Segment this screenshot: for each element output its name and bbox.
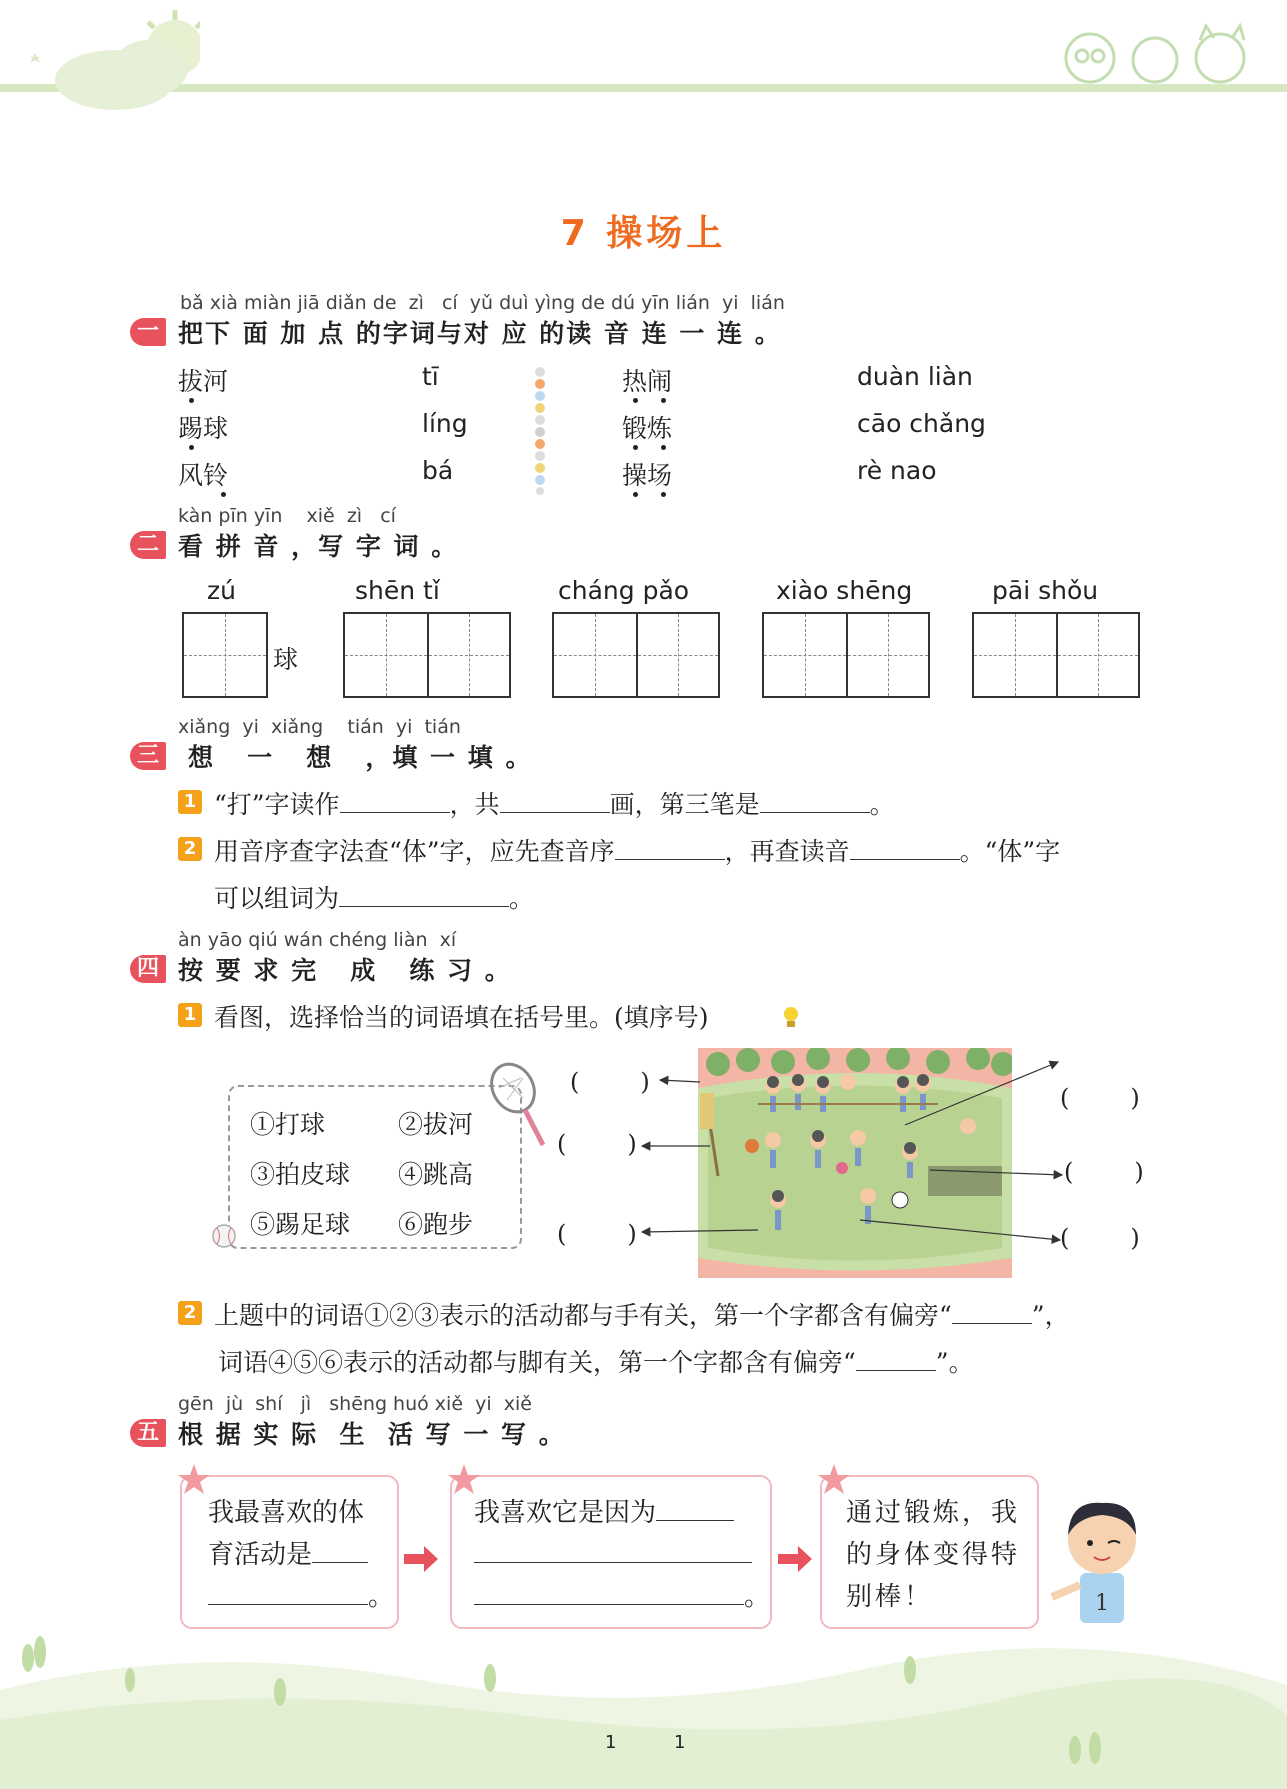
pinyin-ti: tī bbox=[422, 362, 439, 391]
tennis-racket-icon bbox=[485, 1060, 545, 1150]
s2-suffix-char: 球 bbox=[273, 645, 299, 674]
option-6: ⑥跑步 bbox=[398, 1210, 474, 1239]
page-number-right: 1 bbox=[674, 1732, 686, 1753]
answer-blank[interactable] bbox=[474, 1540, 752, 1563]
boy-cartoon bbox=[1050, 1495, 1150, 1625]
option-2: ②拔河 bbox=[398, 1110, 474, 1139]
writing-grid[interactable] bbox=[182, 612, 268, 698]
s3-q2-cont: 可以组词为 。 bbox=[214, 884, 535, 913]
s2-item-pinyin: xiào shēng bbox=[776, 576, 913, 605]
s4-instruction: 按 要 求 完 成 练 习 。 bbox=[178, 956, 512, 985]
s2-item-pinyin: cháng pǎo bbox=[558, 576, 690, 605]
writing-grid[interactable] bbox=[762, 612, 930, 698]
s2-item-pinyin: shēn tǐ bbox=[355, 576, 440, 605]
question-number: 2 bbox=[178, 1301, 202, 1325]
section-badge-4: 四 bbox=[130, 955, 166, 983]
emphasis-dot bbox=[661, 398, 666, 403]
section-badge-5: 五 bbox=[130, 1419, 166, 1447]
animal-faces-decoration bbox=[1060, 20, 1250, 85]
answer-blank[interactable] bbox=[850, 837, 960, 860]
emphasis-dot bbox=[661, 445, 666, 450]
answer-paren[interactable]: ( ) bbox=[570, 1068, 650, 1096]
s4-q1: 看图，选择恰当的词语填在括号里。(填序号) bbox=[214, 1003, 709, 1032]
section-badge-1: 一 bbox=[130, 318, 166, 346]
answer-blank[interactable] bbox=[208, 1582, 368, 1605]
s5-instruction: 根 据 实 际 生 活 写 一 写 。 bbox=[178, 1420, 566, 1449]
star-icon bbox=[176, 1462, 212, 1498]
s1-pinyin: bǎ xià miàn jiā diǎn de zì cí yǔ duì yìng de dú yīn lián yi lián bbox=[180, 292, 785, 314]
card1-text: 我最喜欢的体 育活动是 。 bbox=[208, 1498, 395, 1612]
answer-paren[interactable]: ( ) bbox=[1060, 1084, 1140, 1112]
pinyin-caochang: cāo chǎng bbox=[857, 409, 986, 438]
s4-q2: 上题中的词语①②③表示的活动都与手有关，第一个字都含有偏旁“ ”， bbox=[214, 1301, 1070, 1330]
pinyin-duanlian: duàn liàn bbox=[857, 362, 973, 391]
word-duanlian: 锻炼 bbox=[622, 414, 673, 443]
word-bahe: 拔河 bbox=[178, 367, 229, 396]
writing-grid[interactable] bbox=[552, 612, 720, 698]
emphasis-dot bbox=[633, 492, 638, 497]
answer-blank[interactable] bbox=[656, 1498, 734, 1521]
answer-paren[interactable]: ( ) bbox=[557, 1130, 637, 1158]
s2-pinyin: kàn pīn yīn xiě zì cí bbox=[178, 505, 396, 527]
s4-pinyin: àn yāo qiú wán chéng liàn xí bbox=[178, 929, 457, 951]
option-3: ③拍皮球 bbox=[250, 1160, 351, 1189]
s3-pinyin: xiǎng yi xiǎng tián yi tián bbox=[178, 716, 461, 738]
answer-paren[interactable]: ( ) bbox=[1064, 1158, 1144, 1186]
landscape-decoration bbox=[0, 1630, 1287, 1789]
question-number: 2 bbox=[178, 837, 202, 861]
emphasis-dot bbox=[661, 492, 666, 497]
answer-paren[interactable]: ( ) bbox=[557, 1220, 637, 1248]
writing-grid[interactable] bbox=[343, 612, 511, 698]
option-5: ⑤踢足球 bbox=[250, 1210, 351, 1239]
s3-q1: “打”字读作 ，共 画，第三笔是 。 bbox=[214, 790, 895, 819]
emphasis-dot bbox=[189, 398, 194, 403]
emphasis-dot bbox=[221, 492, 226, 497]
answer-blank[interactable] bbox=[760, 790, 870, 813]
word-fengling: 风铃 bbox=[178, 461, 229, 490]
answer-blank[interactable] bbox=[615, 837, 725, 860]
s4-q2-cont: 词语④⑤⑥表示的活动都与脚有关，第一个字都含有偏旁“ ”。 bbox=[218, 1348, 974, 1377]
answer-blank[interactable] bbox=[340, 790, 450, 813]
answer-blank[interactable] bbox=[474, 1582, 744, 1605]
pinyin-renao: rè nao bbox=[857, 456, 937, 485]
baseball-icon bbox=[210, 1222, 238, 1250]
ball-divider-decoration bbox=[530, 364, 550, 496]
lightbulb-icon bbox=[780, 1004, 802, 1030]
s2-instruction: 看 拼 音 ，写 字 词 。 bbox=[178, 532, 459, 561]
emphasis-dot bbox=[633, 445, 638, 450]
emphasis-dot bbox=[189, 445, 194, 450]
question-number: 1 bbox=[178, 1003, 202, 1027]
option-4: ④跳高 bbox=[398, 1160, 474, 1189]
s1-instruction: 把下 面 加 点 的字词与对 应 的读 音 连 一 连 。 bbox=[178, 319, 782, 348]
answer-blank[interactable] bbox=[856, 1348, 936, 1371]
word-caochang: 操场 bbox=[622, 461, 673, 490]
answer-blank[interactable] bbox=[339, 884, 509, 907]
s2-item-pinyin: pāi shǒu bbox=[992, 576, 1099, 605]
s2-item-pinyin: zú bbox=[207, 576, 236, 605]
option-1: ①打球 bbox=[250, 1110, 326, 1139]
section-badge-2: 二 bbox=[130, 531, 166, 559]
page-title: 7 操场上 bbox=[560, 213, 727, 254]
pinyin-ling: líng bbox=[422, 409, 468, 438]
s3-instruction: 想 一 想 ，填 一 填 。 bbox=[188, 743, 533, 772]
card3-text: 通过锻炼，我 的身体变得特 别棒！ bbox=[846, 1498, 1021, 1612]
page-number-left: 1 bbox=[605, 1732, 617, 1753]
arrow-right-icon bbox=[778, 1546, 812, 1572]
answer-blank[interactable] bbox=[312, 1540, 368, 1563]
emphasis-dot bbox=[633, 398, 638, 403]
section-badge-3: 三 bbox=[130, 742, 166, 770]
answer-paren[interactable]: ( ) bbox=[1060, 1224, 1140, 1252]
answer-blank[interactable] bbox=[952, 1301, 1032, 1324]
sun-cloud-decoration bbox=[20, 8, 200, 113]
card2-text: 我喜欢它是因为 。 bbox=[474, 1498, 771, 1612]
jersey-number: 1 bbox=[1095, 1591, 1109, 1616]
question-number: 1 bbox=[178, 790, 202, 814]
answer-blank[interactable] bbox=[500, 790, 610, 813]
pinyin-ba: bá bbox=[422, 456, 454, 485]
writing-grid[interactable] bbox=[972, 612, 1140, 698]
s3-q2: 用音序查字法查“体”字，应先查音序 ，再查读音 。“体”字 bbox=[214, 837, 1061, 866]
word-renao: 热闹 bbox=[622, 367, 673, 396]
word-tiqiu: 踢球 bbox=[178, 414, 229, 443]
arrow-right-icon bbox=[404, 1546, 438, 1572]
s5-pinyin: gēn jù shí jì shēng huó xiě yi xiě bbox=[178, 1393, 532, 1415]
